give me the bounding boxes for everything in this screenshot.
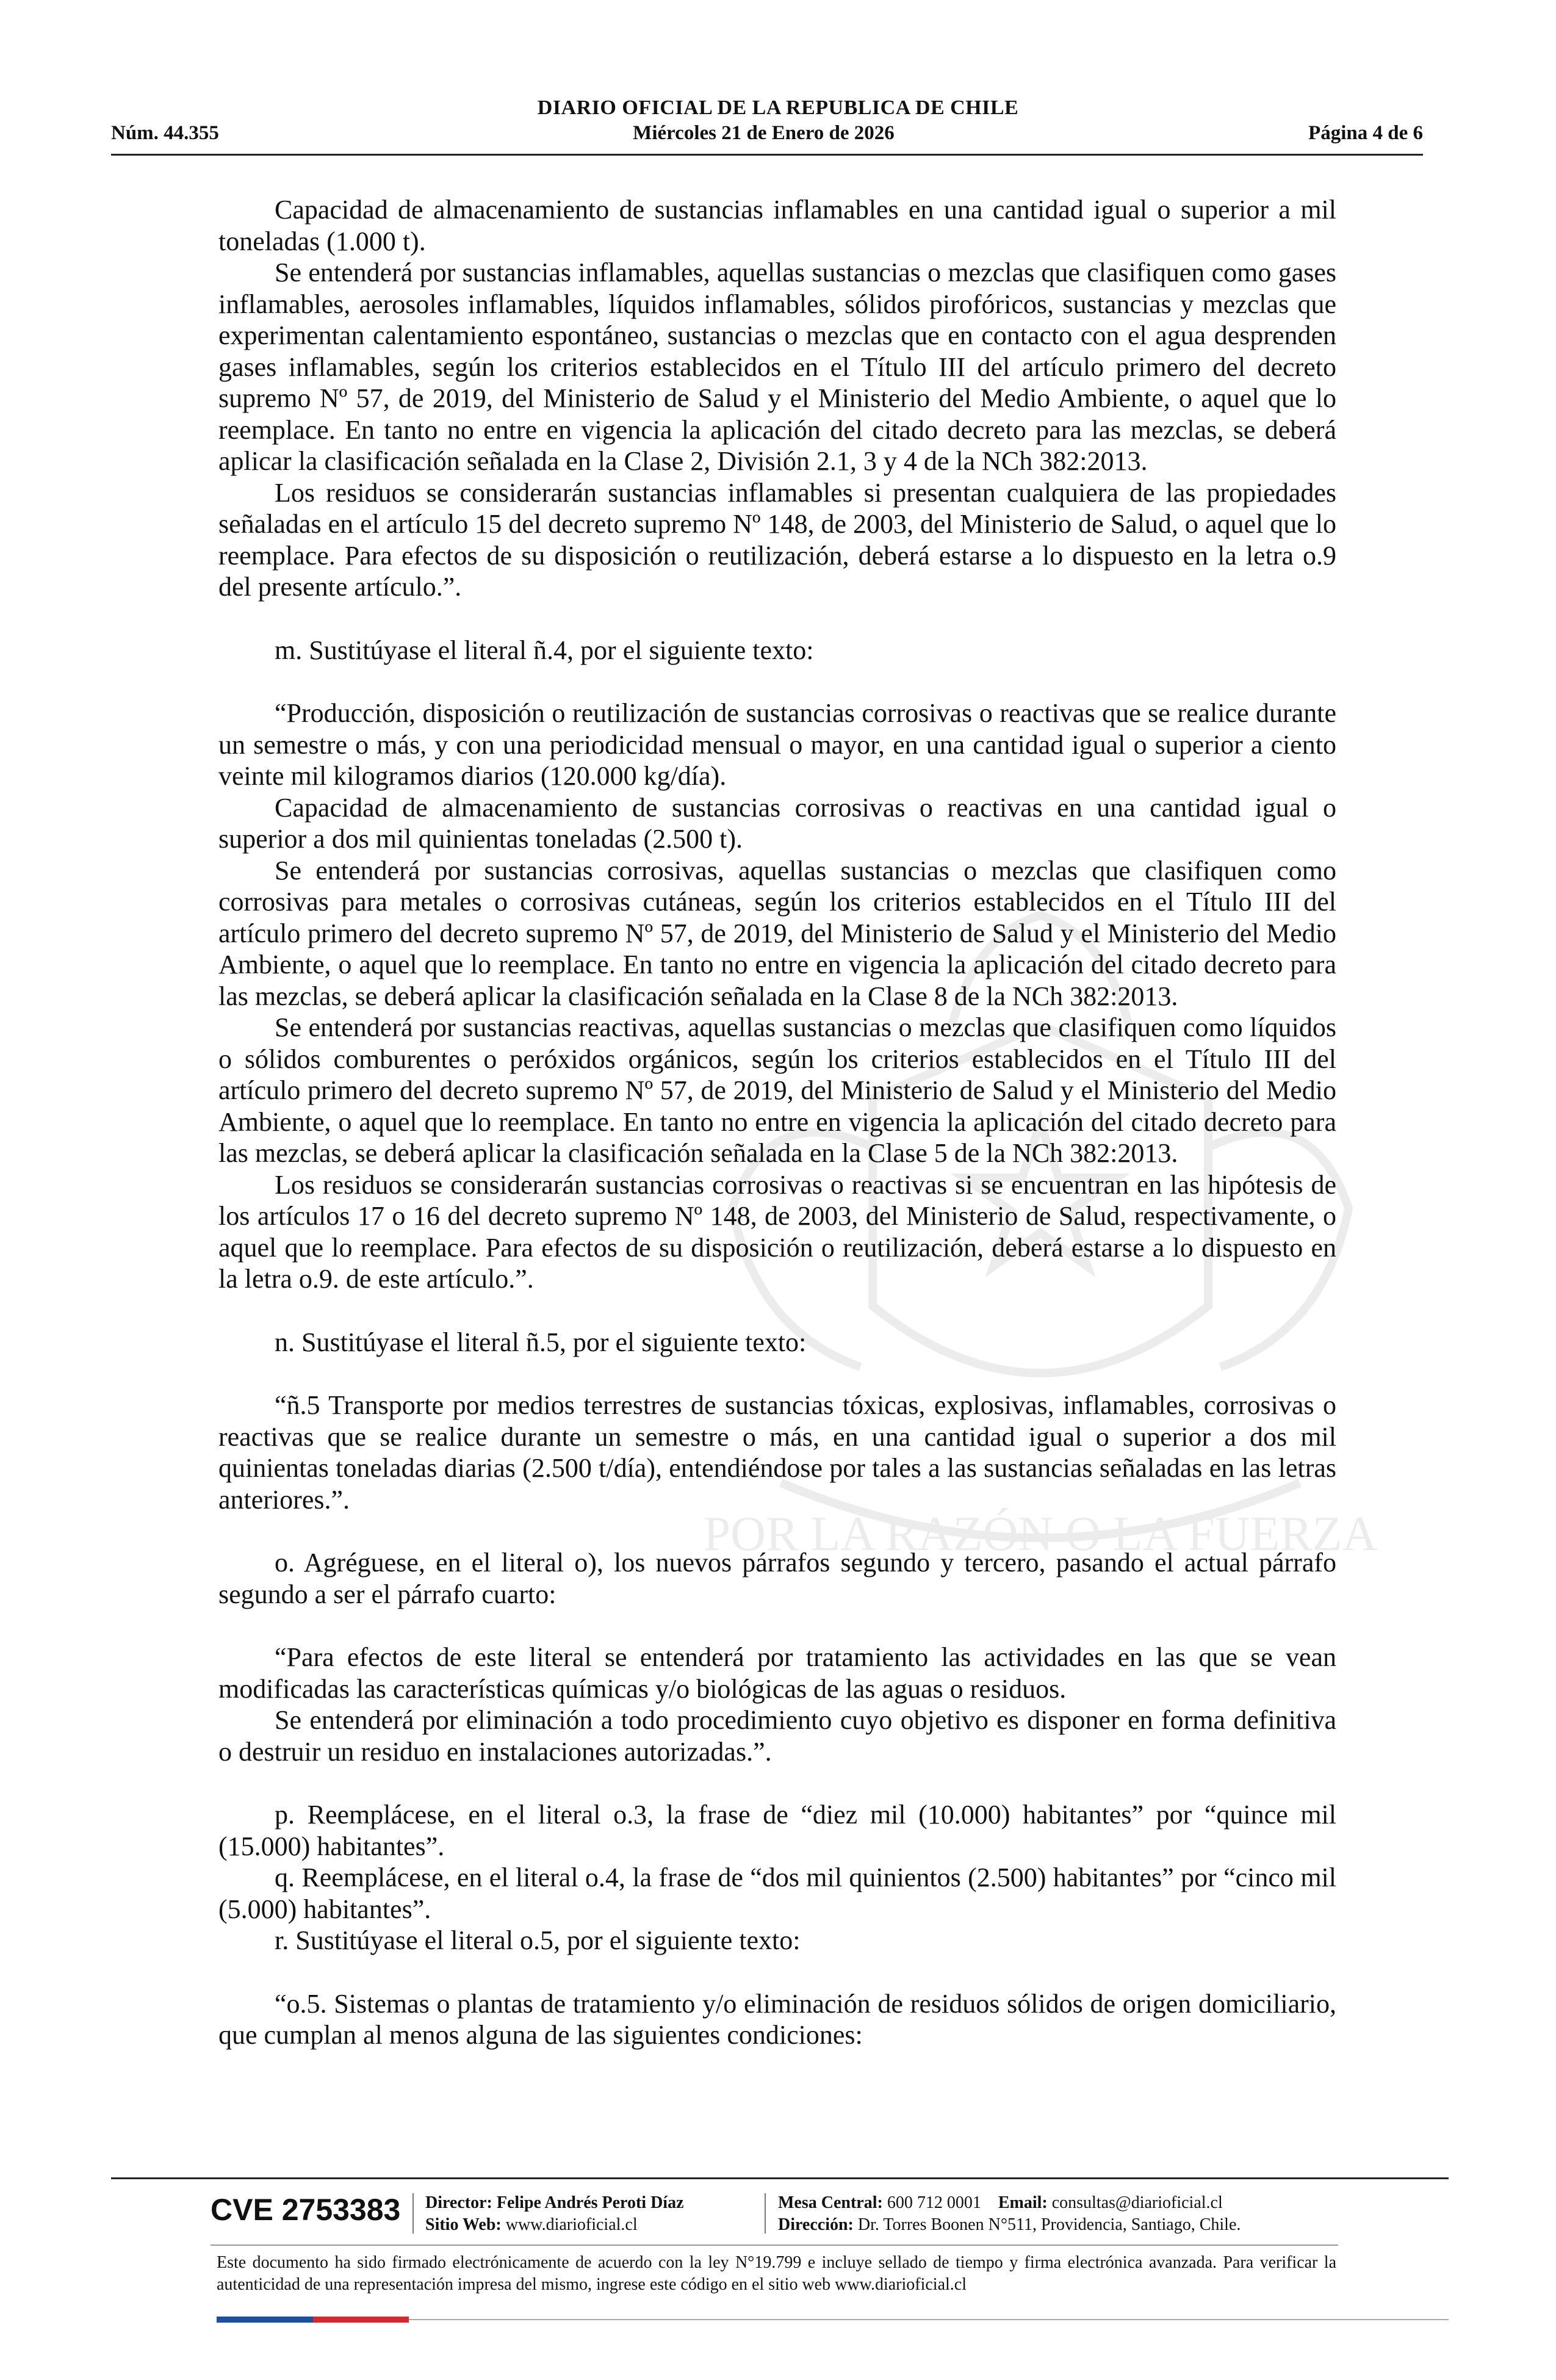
address-label: Dirección:: [778, 2215, 854, 2234]
footer-inner-divider: [211, 2245, 1338, 2246]
paragraph: o. Agréguese, en el literal o), los nuevos párrafos segundo y tercero, pasando el actual párrafo segundo a ser el párrafo cuarto:: [218, 1548, 1336, 1609]
paragraph: Se entenderá por eliminación a todo procedimiento cuyo objetivo es disponer en forma definitiva o destruir un residuo en instalaciones autorizadas.”.: [218, 1705, 1336, 1767]
director-label: Director:: [425, 2193, 492, 2212]
email-label: Email:: [998, 2193, 1048, 2212]
paragraph: Capacidad de almacenamiento de sustancias inflamables en una cantidad igual o superior a mil toneladas (1.000 t).: [218, 195, 1336, 256]
paragraph: “Para efectos de este literal se entenderá por tratamiento las actividades en las que se vean modificadas las características químicas y/o biológicas de las aguas o residuos.: [218, 1642, 1336, 1704]
phone-value: 600 712 0001: [887, 2193, 981, 2212]
paragraph: n. Sustitúyase el literal ñ.5, por el siguiente texto:: [275, 1327, 807, 1357]
body-text: [218, 194, 1336, 2051]
paragraph: p. Reemplácese, en el literal o.3, la frase de “diez mil (10.000) habitantes” por “quince mil (15.000) habitantes”.: [218, 1800, 1336, 1861]
footer-director-block: [425, 2192, 684, 2236]
cve-code: CVE 2753383: [211, 2193, 401, 2227]
website-label: Sitio Web:: [425, 2215, 502, 2234]
paragraph: r. Sustitúyase el literal o.5, por el siguiente texto:: [275, 1925, 801, 1955]
issue-date: Miércoles 21 de Enero de 2026: [633, 122, 895, 144]
footer-contact-block: [778, 2192, 1241, 2236]
footer-bottom-line: [409, 2319, 1449, 2320]
footer-separator: [412, 2193, 414, 2234]
legal-notice: Este documento ha sido firmado electrónicamente de acuerdo con la ley N°19.799 e incluye sellado de tiempo y firma electrónica avanzada. Para verificar la autenticidad de una representación impresa del mismo, ingrese este código en el sitio web www.diarioficial.cl: [217, 2253, 1336, 2294]
issue-number: Núm. 44.355: [111, 122, 219, 144]
flag-red-segment: [313, 2317, 409, 2323]
website-link[interactable]: www.diarioficial.cl: [505, 2215, 638, 2234]
flag-blue-segment: [217, 2317, 313, 2323]
header-divider: [111, 154, 1423, 156]
paragraph: Se entenderá por sustancias inflamables, aquellas sustancias o mezclas que clasifiquen como gases inflamables, aerosoles inflamables, líquidos inflamables, sólidos pirofóricos, sustancias y mezclas que experimentan calentamiento espontáneo, sustancias o mezclas que en contacto con el agua desprenden gases inflamables, según los criterios establecidos en el Título III del artículo primero del decreto supremo Nº 57, de 2019, del Ministerio de Salud y el Ministerio del Medio Ambiente, o aquel que lo reemplace. En tanto no entre en vigencia la aplicación del citado decreto para las mezclas, se deberá aplicar la clasificación señalada en la Clase 2, División 2.1, 3 y 4 de la NCh 382:2013.: [218, 258, 1336, 476]
director-name: Felipe Andrés Peroti Díaz: [496, 2193, 684, 2212]
paragraph: “ñ.5 Transporte por medios terrestres de sustancias tóxicas, explosivas, inflamables, corrosivas o reactivas que se realice durante un semestre o más, en una cantidad igual o superior a dos mil quinientas toneladas diarias (2.500 t/día), entendiéndose por tales a las sustancias señaladas en las letras anteriores.”.: [218, 1390, 1336, 1515]
paragraph: Capacidad de almacenamiento de sustancias corrosivas o reactivas en una cantidad igual o superior a dos mil quinientas toneladas (2.500 t).: [218, 792, 1336, 854]
paragraph: m. Sustitúyase el literal ñ.4, por el siguiente texto:: [275, 635, 814, 665]
paragraph: “o.5. Sistemas o plantas de tratamiento y/o eliminación de residuos sólidos de origen domiciliario, que cumplan al menos alguna de las siguientes condiciones:: [218, 1988, 1336, 2050]
paragraph: q. Reemplácese, en el literal o.4, la frase de “dos mil quinientos (2.500) habitantes” por “cinco mil (5.000) habitantes”.: [218, 1863, 1336, 1924]
paragraph: Los residuos se considerarán sustancias corrosivas o reactivas si se encuentran en las hipótesis de los artículos 17 o 16 del decreto supremo Nº 148, de 2003, del Ministerio de Salud, respectivamente, o aquel que lo reemplace. Para efectos de su disposición o reutilización, deberá estarse a lo dispuesto en la letra o.9. de este artículo.”.: [218, 1169, 1336, 1294]
newspaper-title: DIARIO OFICIAL DE LA REPUBLICA DE CHILE: [537, 96, 1019, 119]
flag-color-bar: [217, 2317, 409, 2323]
paragraph: Los residuos se considerarán sustancias inflamables si presentan cualquiera de las propiedades señaladas en el artículo 15 del decreto supremo Nº 148, de 2003, del Ministerio de Salud, o aquel que lo reemplace. Para efectos de su disposición o reutilización, deberá estarse a lo dispuesto en la letra o.9 del presente artículo.”.: [218, 477, 1336, 602]
footer-separator: [765, 2193, 766, 2234]
footer-divider: [111, 2177, 1449, 2179]
email-link[interactable]: consultas@diarioficial.cl: [1051, 2193, 1223, 2212]
watermark-motto: POR LA RAZÓN O LA FUERZA: [703, 1507, 1378, 1561]
header-row: [111, 122, 1423, 145]
paragraph: Se entenderá por sustancias corrosivas, aquellas sustancias o mezclas que clasifiquen como corrosivas para metales o corrosivas cutáneas, según los criterios establecidos en el Título III del artículo primero del decreto supremo Nº 57, de 2019, del Ministerio de Salud y el Ministerio del Medio Ambiente, o aquel que lo reemplace. En tanto no entre en vigencia la aplicación del citado decreto para las mezclas, se deberá aplicar la clasificación señalada en la Clase 8 de la NCh 382:2013.: [218, 855, 1336, 1011]
address-value: Dr. Torres Boonen N°511, Providencia, Santiago, Chile.: [857, 2215, 1241, 2234]
phone-label: Mesa Central:: [778, 2193, 883, 2212]
paragraph: “Producción, disposición o reutilización de sustancias corrosivas o reactivas que se realice durante un semestre o más, y con una periodicidad mensual o mayor, en una cantidad igual o superior a ciento veinte mil kilogramos diarios (120.000 kg/día).: [218, 698, 1336, 791]
paragraph: Se entenderá por sustancias reactivas, aquellas sustancias o mezclas que clasifiquen como líquidos o sólidos comburentes o peróxidos orgánicos, según los criterios establecidos en el Título III del artículo primero del decreto supremo Nº 57, de 2019, del Ministerio de Salud y el Ministerio del Medio Ambiente, o aquel que lo reemplace. En tanto no entre en vigencia la aplicación del citado decreto para las mezclas, se deberá aplicar la clasificación señalada en la Clase 5 de la NCh 382:2013.: [218, 1012, 1336, 1168]
page-indicator: Página 4 de 6: [1308, 122, 1423, 144]
